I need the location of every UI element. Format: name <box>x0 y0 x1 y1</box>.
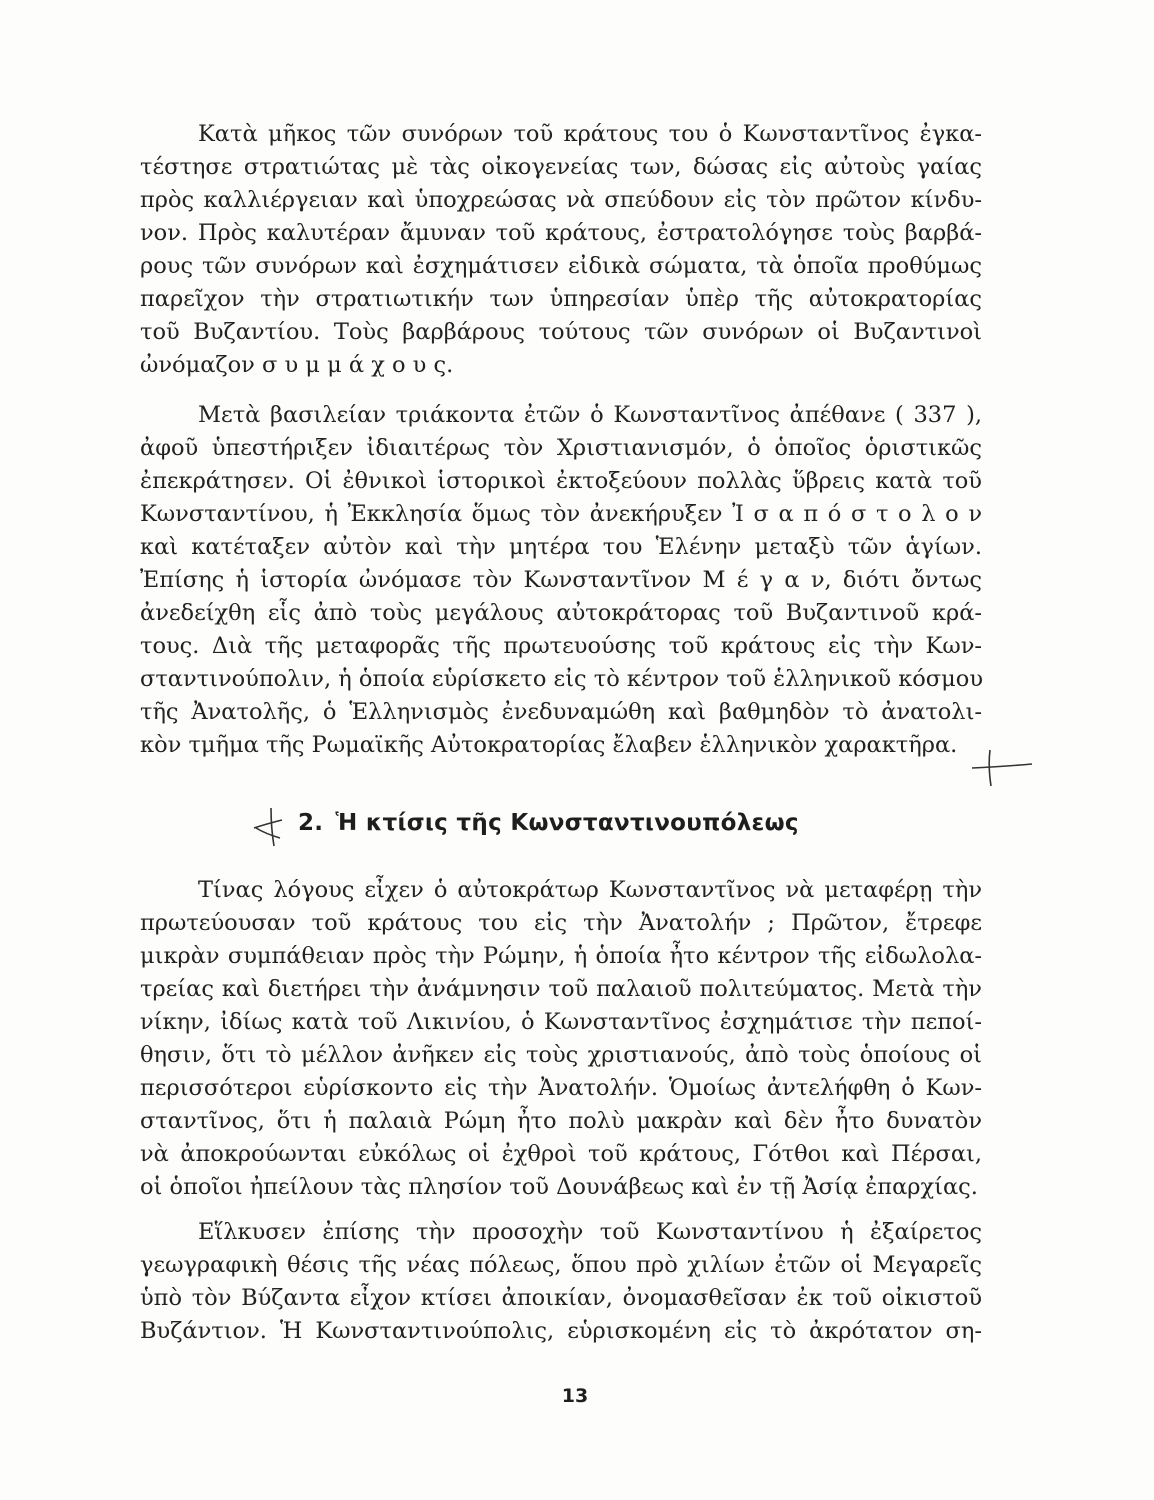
text-line: Κατὰ μῆκος τῶν συνόρων τοῦ κράτους του ὁ Κωνσταντῖνος ἐγκα- <box>198 121 982 147</box>
text-line: νον. Πρὸς καλυτέραν ἄμυναν τοῦ κράτους, ἐστρατολόγησε τοὺς βαρβά- <box>140 220 982 246</box>
text-line: τους. Διὰ τῆς μεταφορᾶς τῆς πρωτευούσης τοῦ κράτους εἰς τὴν Κων- <box>140 633 982 659</box>
text-line: οἱ ὁποῖοι ἠπείλουν τὰς πλησίον τοῦ Δουνάβεως καὶ ἐν τῇ Ἀσίᾳ ἐπαρχίας. <box>140 1174 978 1200</box>
text-line: νὰ ἀποκρούωνται εὐκόλως οἱ ἐχθροὶ τοῦ κράτους, Γότθοι καὶ Πέρσαι, <box>140 1141 982 1167</box>
page-number: 13 <box>561 1385 589 1407</box>
text-line: γεωγραφικὴ θέσις τῆς νέας πόλεως, ὅπου πρὸ χιλίων ἐτῶν οἱ Μεγαρεῖς <box>140 1252 982 1278</box>
text-line: πρὸς καλλιέργειαν καὶ ὑποχρεώσας νὰ σπεύδουν εἰς τὸν πρῶτον κίνδυ- <box>140 187 982 213</box>
text-line: σταντινούπολιν, ἡ ὁποία εὑρίσκετο εἰς τὸ κέντρον τοῦ ἑλληνικοῦ κόσμου <box>140 666 984 692</box>
text-line: τέστησε στρατιώτας μὲ τὰς οἰκογενείας των, δώσας εἰς αὐτοὺς γαίας <box>140 154 982 180</box>
text-line: ἀφοῦ ὑπεστήριξεν ἰδιαιτέρως τὸν Χριστιανισμόν, ὁ ὁποῖος ὁριστικῶς <box>140 435 982 461</box>
text-line: παρεῖχον τὴν στρατιωτικήν των ὑπηρεσίαν ὑπὲρ τῆς αὐτοκρατορίας <box>140 286 982 312</box>
paragraph-reasons-transfer <box>140 874 982 1204</box>
text-line: θησιν, ὅτι τὸ μέλλον ἀνῆκεν εἰς τοὺς χριστιανούς, ἀπὸ τοὺς ὁποίους οἱ <box>140 1042 982 1068</box>
text-line: κὸν τμῆμα τῆς Ρωμαϊκῆς Αὐτοκρατορίας ἔλαβεν ἑλληνικὸν χαρακτῆρα. <box>140 732 958 758</box>
text-line: Κωνσταντίνου, ἡ Ἐκκλησία ὅμως τὸν ἀνεκήρυξεν Ἰ σ α π ό σ τ ο λ ο ν <box>140 501 982 527</box>
text-line: τοῦ Βυζαντίου. Τοὺς βαρβάρους τούτους τῶν συνόρων οἱ Βυζαντινοὶ <box>140 319 982 345</box>
paragraph-constantine-death <box>140 399 982 762</box>
text-line: τῆς Ἀνατολῆς, ὁ Ἑλληνισμὸς ἐνεδυναμώθη καὶ βαθμηδὸν τὸ ἀνατολι- <box>140 699 982 725</box>
text-line: Βυζάντιον. Ἡ Κωνσταντινούπολις, εὑρισκομένη εἰς τὸ ἀκρότατον ση- <box>140 1318 982 1344</box>
handwritten-cross-mark-icon <box>968 742 1038 790</box>
text-line: καὶ κατέταξεν αὐτὸν καὶ τὴν μητέρα του Ἑλένην μεταξὺ τῶν ἁγίων. <box>140 534 982 560</box>
text-line: Εἵλκυσεν ἐπίσης τὴν προσοχὴν τοῦ Κωνσταντίνου ἡ ἐξαίρετος <box>198 1219 982 1245</box>
paragraph-frontier-soldiers <box>140 118 982 382</box>
text-line: ἐπεκράτησεν. Οἱ ἐθνικοὶ ἱστορικοὶ ἐκτοξεύουν πολλὰς ὕβρεις κατὰ τοῦ <box>140 468 982 494</box>
section-title: Ἡ κτίσις τῆς Κωνσταντινουπόλεως <box>335 810 799 836</box>
text-line: σταντῖνος, ὅτι ἡ παλαιὰ Ρώμη ἦτο πολὺ μακρὰν καὶ δὲν ἦτο δυνατὸν <box>140 1108 982 1134</box>
text-line: ὑπὸ τὸν Βύζαντα εἶχον κτίσει ἀποικίαν, ὀνομασθεῖσαν ἐκ τοῦ οἰκιστοῦ <box>140 1285 982 1311</box>
handwritten-arrow-mark-icon <box>250 802 290 850</box>
text-line: Ἐπίσης ἡ ἱστορία ὠνόμασε τὸν Κωνσταντῖνον Μ έ γ α ν, διότι ὄντως <box>140 567 982 593</box>
text-line: ρους τῶν συνόρων καὶ ἐσχημάτισεν εἰδικὰ σώματα, τὰ ὁποῖα προθύμως <box>140 253 982 279</box>
text-line: Μετὰ βασιλείαν τριάκοντα ἐτῶν ὁ Κωνσταντῖνος ἀπέθανε ( 337 ), <box>198 402 982 428</box>
text-line: περισσότεροι εὑρίσκοντο εἰς τὴν Ἀνατολήν. Ὁμοίως ἀντελήφθη ὁ Κων- <box>140 1075 982 1101</box>
text-line: πρωτεύουσαν τοῦ κράτους του εἰς τὴν Ἀνατολήν ; Πρῶτον, ἔτρεφε <box>140 910 982 936</box>
text-line: Τίνας λόγους εἶχεν ὁ αὐτοκράτωρ Κωνσταντῖνος νὰ μεταφέρῃ τὴν <box>198 877 982 903</box>
paragraph-geographic-position <box>140 1216 982 1348</box>
text-line: τρείας καὶ διετήρει τὴν ἀνάμνησιν τοῦ παλαιοῦ πολιτεύματος. Μετὰ τὴν <box>140 976 982 1002</box>
text-line: ὠνόμαζον σ υ μ μ ά χ ο υ ς. <box>140 352 454 378</box>
text-line: μικρὰν συμπάθειαν πρὸς τὴν Ρώμην, ἡ ὁποία ἦτο κέντρον τῆς εἰδωλολα- <box>140 943 982 969</box>
section-heading <box>298 810 799 836</box>
text-line: ἀνεδείχθη εἷς ἀπὸ τοὺς μεγάλους αὐτοκράτορας τοῦ Βυζαντινοῦ κρά- <box>140 600 982 626</box>
text-line: νίκην, ἰδίως κατὰ τοῦ Λικινίου, ὁ Κωνσταντῖνος ἐσχημάτισε τὴν πεποί- <box>140 1009 982 1035</box>
section-number: 2. <box>298 810 324 836</box>
